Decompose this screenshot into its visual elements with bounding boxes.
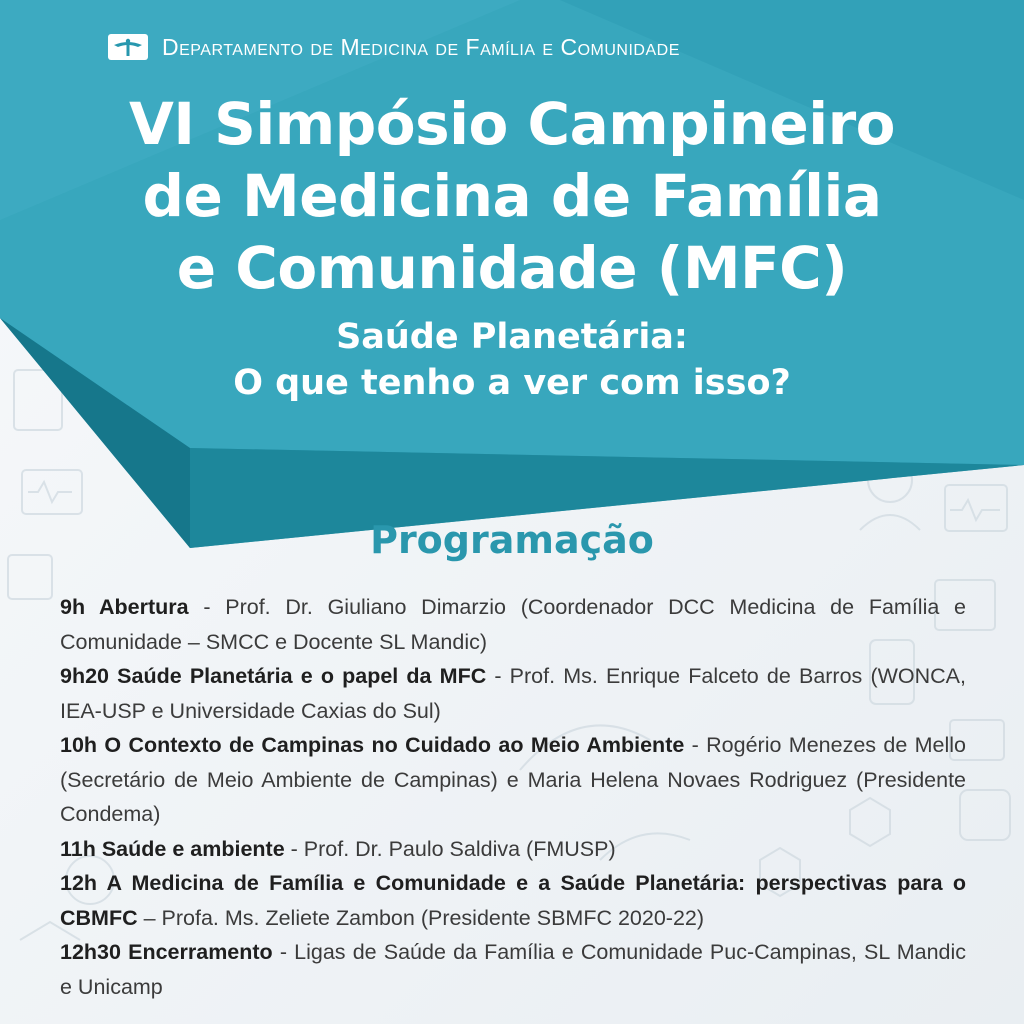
program-list xyxy=(60,590,966,1004)
program-item xyxy=(60,659,966,728)
program-heading: Programação xyxy=(370,518,654,562)
program-item-detail: - Prof. Ms. Enrique Falceto de Barros (WONCA, IEA-USP e Universidade Caxias do Sul) xyxy=(60,664,966,723)
event-title-line-2: de Medicina de Família xyxy=(142,162,882,230)
event-title-line-3: e Comunidade (MFC) xyxy=(176,234,848,302)
event-subtitle-line-2: O que tenho a ver com isso? xyxy=(233,363,791,403)
department-name: Departamento de Medicina de Família e Comunidade xyxy=(162,33,680,60)
program-item xyxy=(60,935,966,1004)
program-item-title: 12h30 Encerramento xyxy=(60,940,273,964)
program-item xyxy=(60,590,966,659)
program-item xyxy=(60,832,966,867)
program-item xyxy=(60,866,966,935)
program-item-title: 10h O Contexto de Campinas no Cuidado ao Meio Ambiente xyxy=(60,733,685,757)
program-item-detail: – Profa. Ms. Zeliete Zambon (Presidente SBMFC 2020-22) xyxy=(137,905,705,930)
event-subtitle-line-1: Saúde Planetária: xyxy=(336,317,688,357)
program-item-detail: - Prof. Dr. Giuliano Dimarzio (Coordenador DCC Medicina de Família e Comunidade – SMCC e Docente SL Mandic) xyxy=(60,595,966,654)
program-item-title: 9h20 Saúde Planetária e o papel da MFC xyxy=(60,664,487,688)
program-item-detail: - Prof. Dr. Paulo Saldiva (FMUSP) xyxy=(284,836,616,861)
program-item-detail: - Rogério Menezes de Mello (Secretário de Meio Ambiente de Campinas) e Maria Helena Novaes Rodriguez (Presidente Condema) xyxy=(60,733,966,826)
event-title-line-1: VI Simpósio Campineiro xyxy=(128,90,896,158)
program-item xyxy=(60,728,966,832)
program-item-title: 11h Saúde e ambiente xyxy=(60,836,285,861)
event-subtitle xyxy=(0,314,1024,406)
event-title xyxy=(0,88,1024,304)
program-item-detail: - Ligas de Saúde da Família e Comunidade Puc-Campinas, SL Mandic e Unicamp xyxy=(60,940,967,999)
program-item-title: 12h A Medicina de Família e Comunidade e a Saúde Planetária: perspectivas para o CBMFC xyxy=(60,871,966,930)
department-logo-icon xyxy=(108,34,148,60)
department-header xyxy=(108,30,680,64)
program-item-title: 9h Abertura xyxy=(60,595,189,619)
